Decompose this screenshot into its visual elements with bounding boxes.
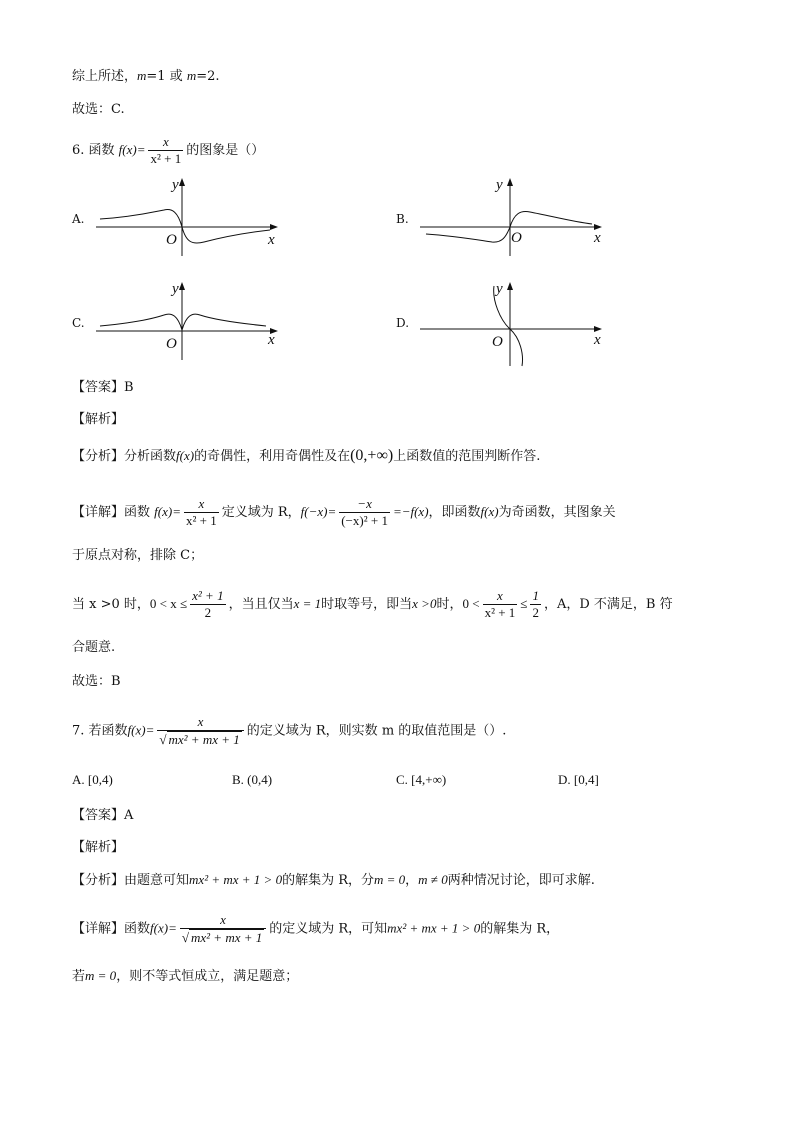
question-number: 7. 若函数 [72,723,128,739]
detail-text: 函数 [124,505,155,520]
function-expr: f(−x)= [300,504,337,519]
answer-choice-line: 故选：C. [72,102,125,117]
y-arrow [507,178,513,186]
function-expr: f(x)= [118,142,146,157]
denominator: x² + 1 [150,151,182,166]
origin-label: O [492,334,503,350]
inequality: 0 < x ≤ [149,596,188,611]
fraction [530,588,541,621]
x-label: x [594,230,601,246]
graph-option-d [416,276,608,368]
le-sign: ≤ [520,596,528,611]
detail-6-cont: 于原点对称，排除 C； [72,548,204,563]
numerator: x [497,588,503,603]
analysis-text-3: 两种情况讨论，即可求解. [447,873,595,888]
case-text-4: 时， [436,597,463,612]
case-text-2: ，当且仅当 [228,597,294,612]
var-m: m [137,68,147,83]
option-c: C. [4,+∞) [396,772,447,787]
y-arrow [179,178,185,186]
conclusion-text: 综上所述， [72,69,138,84]
question-7 [72,714,506,748]
analysis-6 [72,446,540,467]
conclusion-text-3: =2. [196,69,220,84]
curve [100,210,270,244]
numerator: x² + 1 [192,588,224,603]
curve [100,314,266,330]
curve [494,286,523,366]
x-label: x [268,232,275,248]
x-arrow [270,224,278,230]
inequality: 0 < [462,596,480,611]
analysis-7 [72,870,595,891]
comma: ， [405,873,419,888]
equation: x = 1 [293,596,322,611]
option-d-label: D. [396,316,410,330]
graph-option-c [92,276,284,362]
numerator: x [197,714,204,729]
case-text-3: 时取等号，即当 [321,597,413,612]
equation: m = 0 [85,968,117,983]
option-c-label: C. [72,316,85,330]
detail-text-2: 的定义域为 R，可知 [269,921,388,937]
option-b: B. (0,4) [232,772,273,787]
origin-label: O [511,230,522,246]
denominator: x² + 1 [484,605,516,620]
function-ref: f(x) [176,448,195,463]
numerator: x [198,496,205,511]
denominator: (−x)² + 1 [341,513,388,528]
answer-7: 【答案】A [72,808,134,823]
numerator: −x [357,496,372,511]
option-a: A. [0,4) [72,772,113,787]
detail-7-case [72,966,298,987]
graph-option-b [416,172,608,258]
equation: m = 0 [373,872,406,887]
y-arrow [179,282,185,290]
question-6 [72,134,264,167]
case-text: 若 [72,969,86,984]
analysis-text-2: 的奇偶性，利用奇偶性及在 [194,449,351,464]
function-expr: f(x)= [150,920,177,936]
question-number: 6. 函数 [72,143,119,158]
answer-choice-6: 故选：B [72,674,121,689]
inequality: mx² + mx + 1 > 0 [189,872,283,887]
function-expr: f(x)= [127,722,155,738]
function-expr: =−f(x) [392,504,429,519]
denominator: x² + 1 [185,513,217,528]
detail-6-case [72,588,673,621]
detail-text-3: 的解集为 R， [480,921,560,937]
y-label: y [172,177,179,193]
numerator: x [162,134,169,149]
origin-label: O [166,232,177,248]
detail-label: 【详解】 [72,921,125,937]
analysis-label: 【分析】 [72,449,125,464]
detail-text-2: 定义域为 R， [221,505,301,520]
case-text-2: ，则不等式恒成立，满足题意； [116,969,299,984]
origin-label: O [166,336,177,352]
numerator: 1 [532,588,539,603]
analysis-text-3: 上函数值的范围判断作答. [393,449,541,464]
analysis-text: 由题意可知 [124,873,190,888]
denominator: √ mx² + mx + 1 [180,928,266,946]
analysis-heading-7: 【解析】 [72,840,125,855]
x-label: x [594,332,601,348]
detail-text: 函数 [124,921,151,937]
y-label: y [496,177,503,193]
denominator: 2 [190,604,225,621]
conclusion-line [72,66,220,87]
fraction [190,588,225,621]
fraction [184,496,219,529]
detail-7 [72,912,559,946]
detail-6-cont-2: 合题意. [72,640,116,655]
interval: (0,+∞) [350,447,394,464]
inequality: x >0 [412,596,437,611]
fraction [483,588,518,621]
analysis-label: 【分析】 [72,873,125,888]
graph-option-a [92,172,284,258]
var-m: m [186,68,197,83]
detail-text-3: ，即函数 [428,505,481,520]
option-b-label: B. [396,212,409,226]
numerator: x [220,912,226,927]
answer-6: 【答案】B [72,380,134,395]
fraction [148,134,183,167]
radicand: mx² + mx + 1 [168,732,240,747]
analysis-text: 分析函数 [124,449,177,464]
y-label: y [172,281,179,297]
x-label: x [268,332,275,348]
analysis-text-2: 的解集为 R，分 [282,873,374,888]
fraction [180,912,266,946]
detail-label: 【详解】 [72,505,125,520]
denominator: √ mx² + mx + 1 [157,730,243,748]
fraction [339,496,390,529]
y-label: y [496,281,503,297]
question-text: 的图象是（） [186,143,265,158]
case-text-5: ，A，D 不满足，B 符 [543,597,673,612]
inequality: m ≠ 0 [418,872,448,887]
detail-6 [72,496,616,529]
option-d: D. [0,4] [558,772,599,787]
denominator: 2 [532,605,539,620]
conclusion-text-2: =1 或 [146,69,187,84]
inequality: mx² + mx + 1 > 0 [387,920,481,936]
function-ref: f(x) [480,504,499,519]
fraction [157,714,243,748]
detail-text-4: 为奇函数，其图象关 [498,505,616,520]
question-text: 的定义域为 R，则实数 m 的取值范围是（）. [246,723,507,739]
analysis-heading-6: 【解析】 [72,412,125,427]
option-a-label: A. [72,212,85,226]
function-expr: f(x)= [154,504,181,519]
case-text: 当 x >0 时， [72,597,150,612]
radicand: mx² + mx + 1 [190,930,263,945]
y-arrow [507,282,513,290]
